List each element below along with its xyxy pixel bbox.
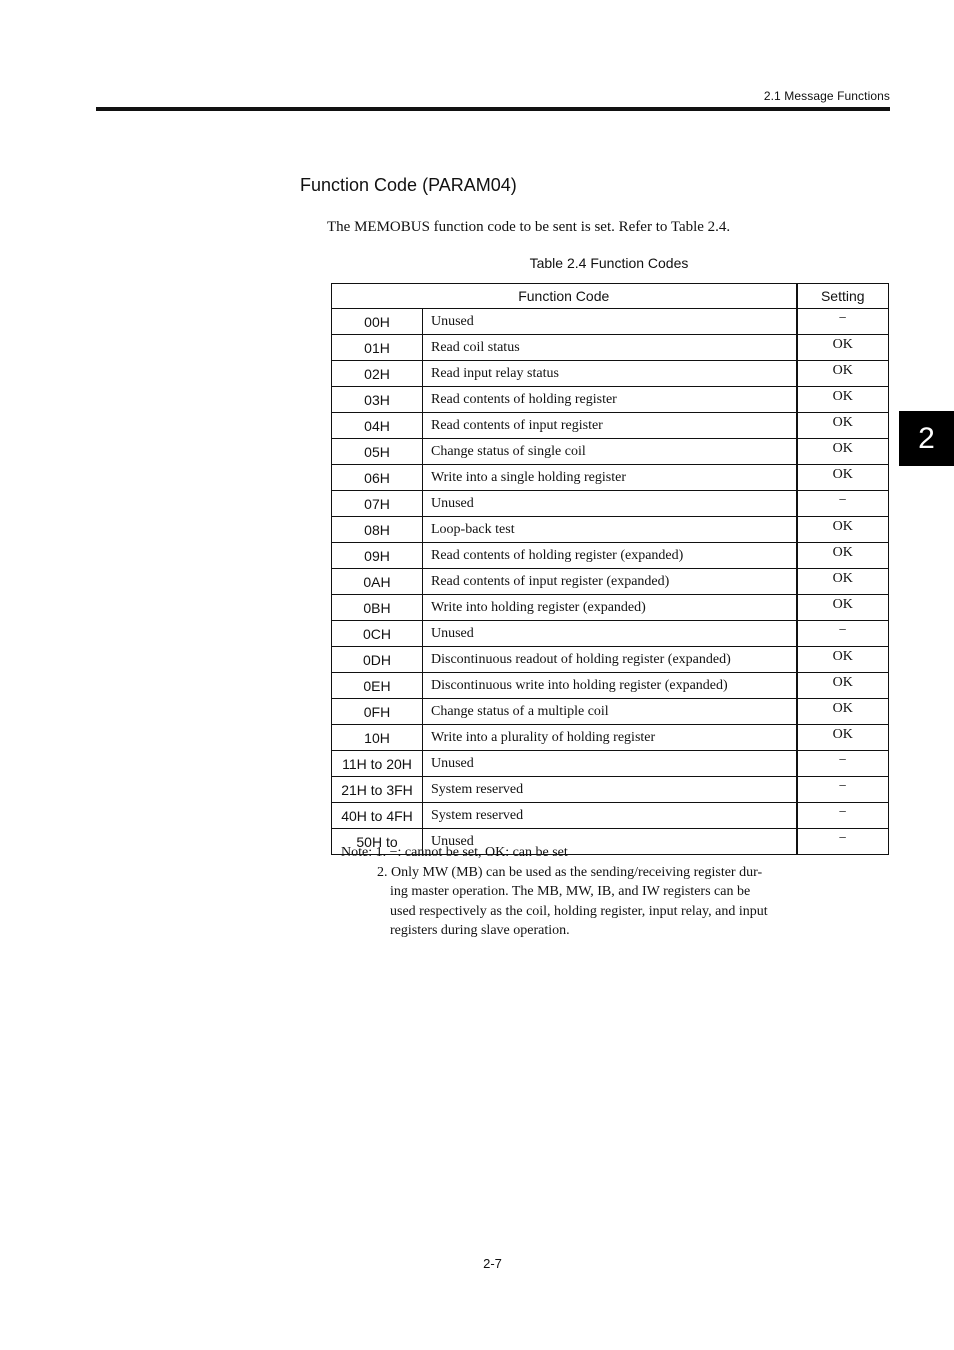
setting-cell: OK <box>797 361 889 387</box>
function-code-cell: 07H <box>332 491 423 517</box>
function-code-header: Function Code <box>332 284 797 309</box>
function-code-table <box>331 283 889 855</box>
table-row <box>332 621 889 647</box>
description-cell: Read contents of input register (expanded) <box>423 569 797 595</box>
intro-paragraph: The MEMOBUS function code to be sent is set. Refer to Table 2.4. <box>327 219 731 235</box>
function-code-cell: 0EH <box>332 673 423 699</box>
table-row <box>332 465 889 491</box>
notes <box>341 843 781 941</box>
description-cell: Read input relay status <box>423 361 797 387</box>
function-code-cell: 0BH <box>332 595 423 621</box>
table-row <box>332 439 889 465</box>
description-cell: Unused <box>423 621 797 647</box>
setting-cell: OK <box>797 413 889 439</box>
function-code-cell: 09H <box>332 543 423 569</box>
function-code-cell: 08H <box>332 517 423 543</box>
note-2-line-3: used respectively as the coil, holding register, input relay, and input <box>390 903 768 919</box>
description-cell: System reserved <box>423 777 797 803</box>
function-code-cell: 21H to 3FH <box>332 777 423 803</box>
description-cell: Write into a plurality of holding register <box>423 725 797 751</box>
description-cell: System reserved <box>423 803 797 829</box>
table-row <box>332 335 889 361</box>
function-code-cell: 0FH <box>332 699 423 725</box>
setting-cell: OK <box>797 387 889 413</box>
table-row <box>332 569 889 595</box>
description-cell: Discontinuous readout of holding register (expanded) <box>423 647 797 673</box>
description-cell: Read coil status <box>423 335 797 361</box>
chapter-tab: 2 <box>899 411 954 466</box>
function-code-cell: 0AH <box>332 569 423 595</box>
header-rule <box>96 107 890 111</box>
description-cell: Unused <box>423 751 797 777</box>
function-code-cell: 01H <box>332 335 423 361</box>
description-cell: Discontinuous write into holding register (expanded) <box>423 673 797 699</box>
table-row <box>332 309 889 335</box>
description-cell: Unused <box>423 491 797 517</box>
description-cell: Write into holding register (expanded) <box>423 595 797 621</box>
function-code-cell: 00H <box>332 309 423 335</box>
setting-cell: OK <box>797 465 889 491</box>
setting-cell: OK <box>797 595 889 621</box>
setting-cell: OK <box>797 335 889 361</box>
function-code-cell: 50H to <box>332 829 423 855</box>
setting-cell: − <box>797 621 889 647</box>
table-row <box>332 751 889 777</box>
note-2-line-1: 2. Only MW (MB) can be used as the sending/receiving register dur- <box>377 864 763 880</box>
table-row <box>332 387 889 413</box>
function-code-cell: 40H to 4FH <box>332 803 423 829</box>
function-code-cell: 05H <box>332 439 423 465</box>
setting-cell: OK <box>797 647 889 673</box>
description-cell: Unused <box>423 829 797 855</box>
description-cell: Write into a single holding register <box>423 465 797 491</box>
table-row <box>332 725 889 751</box>
table-row <box>332 595 889 621</box>
function-code-cell: 0DH <box>332 647 423 673</box>
note-2-line-4: registers during slave operation. <box>390 923 570 938</box>
section-heading: Function Code (PARAM04) <box>300 175 517 195</box>
table-row <box>332 647 889 673</box>
table-row <box>332 361 889 387</box>
page-number: 2-7 <box>483 1256 502 1271</box>
setting-cell: OK <box>797 725 889 751</box>
description-cell: Read contents of input register <box>423 413 797 439</box>
function-code-cell: 06H <box>332 465 423 491</box>
setting-cell: − <box>797 829 889 855</box>
function-code-cell: 10H <box>332 725 423 751</box>
description-cell: Read contents of holding register <box>423 387 797 413</box>
table-row <box>332 413 889 439</box>
setting-cell: − <box>797 777 889 803</box>
table-row <box>332 543 889 569</box>
description-cell: Read contents of holding register (expanded) <box>423 543 797 569</box>
table-caption: Table 2.4 Function Codes <box>529 255 689 271</box>
setting-cell: − <box>797 751 889 777</box>
setting-cell: OK <box>797 569 889 595</box>
table-row <box>332 803 889 829</box>
table-row <box>332 517 889 543</box>
setting-cell: OK <box>797 543 889 569</box>
setting-cell: OK <box>797 517 889 543</box>
function-code-cell: 02H <box>332 361 423 387</box>
table-header-row <box>332 284 889 309</box>
table-row <box>332 777 889 803</box>
setting-header: Setting <box>797 284 889 309</box>
setting-cell: − <box>797 309 889 335</box>
setting-cell: − <box>797 491 889 517</box>
description-cell: Unused <box>423 309 797 335</box>
setting-cell: OK <box>797 699 889 725</box>
table-body <box>332 309 889 855</box>
function-code-cell: 03H <box>332 387 423 413</box>
table-row <box>332 673 889 699</box>
setting-cell: OK <box>797 673 889 699</box>
function-code-cell: 0CH <box>332 621 423 647</box>
function-code-cell: 11H to 20H <box>332 751 423 777</box>
function-code-cell: 04H <box>332 413 423 439</box>
setting-cell: OK <box>797 439 889 465</box>
table-row <box>332 491 889 517</box>
description-cell: Change status of a multiple coil <box>423 699 797 725</box>
note-2-line-2: ing master operation. The MB, MW, IB, and IW registers can be <box>390 884 751 899</box>
table-row <box>332 699 889 725</box>
note-1: Note: 1. −: cannot be set, OK: can be set <box>341 845 568 860</box>
description-cell: Loop-back test <box>423 517 797 543</box>
running-header: 2.1 Message Functions <box>763 89 890 103</box>
description-cell: Change status of single coil <box>423 439 797 465</box>
setting-cell: − <box>797 803 889 829</box>
